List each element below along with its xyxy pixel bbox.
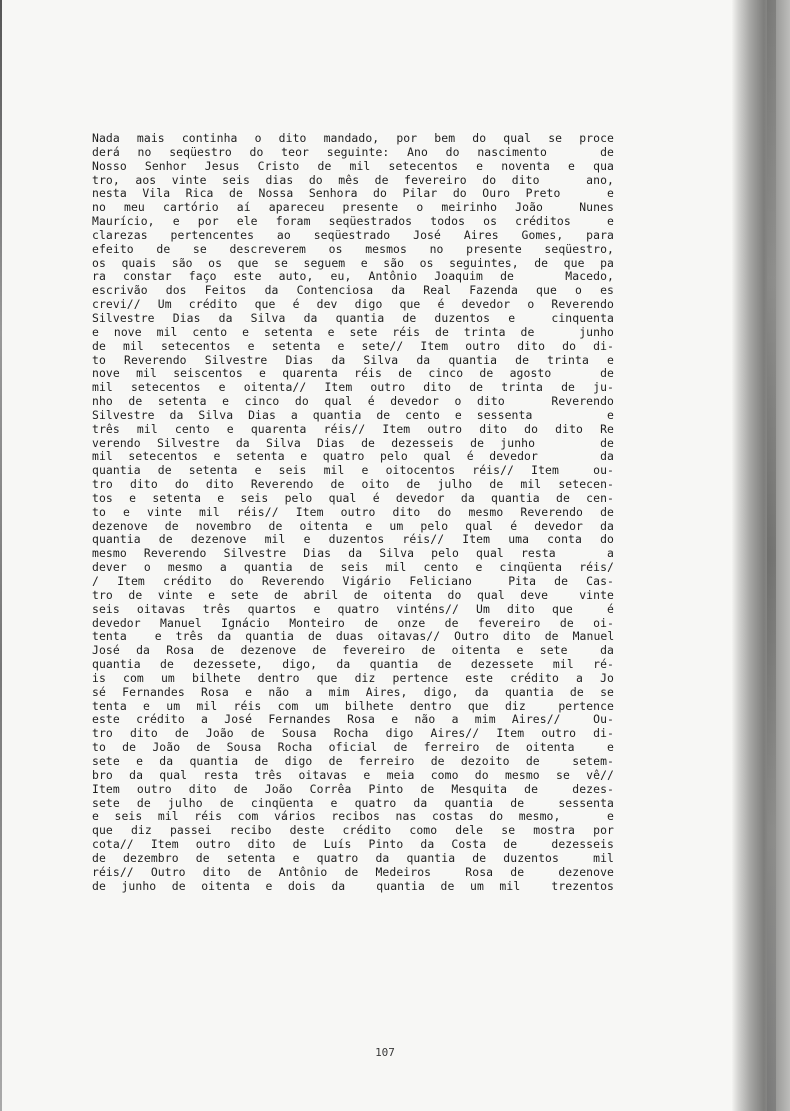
text-line: mil setecentos e setenta e quatro pelo qual é devedor da: [92, 450, 614, 464]
text-line: e seis mil réis com vários recibos nas costas do mesmo, e: [92, 810, 614, 824]
text-line: derá no seqüestro do teor seguinte: Ano do nascimento de: [92, 145, 614, 159]
text-line: quantia de setenta e seis mil e oitocentos réis// Item ou-: [92, 464, 614, 478]
text-line: tro de vinte e sete de abril de oitenta do qual deve vinte: [92, 588, 614, 602]
text-line: três mil cento e quarenta réis// Item outro dito do dito Re: [92, 422, 614, 436]
text-line: cota// Item outro dito de Luís Pinto da Costa de dezesseis: [92, 838, 614, 852]
text-line: seis oitavas três quartos e quatro vinténs// Um dito que é: [92, 602, 614, 616]
text-line: is com um bilhete dentro que diz pertence este crédito a Jo: [92, 671, 614, 685]
text-line: devedor Manuel Ignácio Monteiro de onze de fevereiro de oi-: [92, 616, 614, 630]
text-line: Maurício, e por ele foram seqüestrados todos os créditos e: [92, 215, 614, 229]
text-line: este crédito a José Fernandes Rosa e não a mim Aires// Ou-: [92, 713, 614, 727]
text-line: nove mil seiscentos e quarenta réis de cinco de agosto de: [92, 367, 614, 381]
text-line: mesmo Reverendo Silvestre Dias da Silva pelo qual resta a: [92, 547, 614, 561]
text-line: Item outro dito de João Corrêa Pinto de Mesquita de dezes-: [92, 782, 614, 796]
text-line: tro dito de João de Sousa Rocha digo Aires// Item outro di-: [92, 727, 614, 741]
text-line: crevi// Um crédito que é dev digo que é devedor o Reverendo: [92, 298, 614, 312]
page-number: 107: [375, 1046, 395, 1059]
text-line: tro dito do dito Reverendo de oito de julho de mil setecen-: [92, 478, 614, 492]
text-line: Nada mais continha o dito mandado, por bem do qual se proce: [92, 132, 614, 145]
text-line: to e vinte mil réis// Item outro dito do mesmo Reverendo de: [92, 505, 614, 519]
text-line: dezenove de novembro de oitenta e um pelo qual é devedor da: [92, 519, 614, 533]
text-line: quantia de dezessete, digo, da quantia de dezessete mil ré-: [92, 658, 614, 672]
text-line: / Item crédito do Reverendo Vigário Feliciano Pita de Cas-: [92, 575, 614, 588]
text-line: de dezembro de setenta e quatro da quantia de duzentos mil: [92, 851, 614, 865]
text-line: clarezas pertencentes ao seqüestrado José Aires Gomes, para: [92, 228, 614, 242]
text-line: tro, aos vinte seis dias do mês de fevereiro do dito ano,: [92, 173, 614, 187]
text-line: to Reverendo Silvestre Dias da Silva da quantia de trinta e: [92, 353, 614, 367]
text-line: escrivão dos Feitos da Contenciosa da Real Fazenda que o es: [92, 284, 614, 298]
text-line: tenta e três da quantia de duas oitavas// Outro dito de Manuel: [92, 630, 614, 644]
text-line: sete e da quantia de digo de ferreiro de dezoito de setem-: [92, 754, 614, 768]
text-line: dever o mesmo a quantia de seis mil cento e cinqüenta réis/: [92, 561, 614, 575]
page-left-edge: [0, 0, 2, 1111]
text-line: os quais são os que se seguem e são os seguintes, de que pa: [92, 256, 614, 270]
text-line: nho de setenta e cinco do qual é devedor o dito Reverendo: [92, 395, 614, 409]
text-line: réis// Outro dito de Antônio de Medeiros Rosa de dezenove: [92, 865, 614, 879]
text-line: to de João de Sousa Rocha oficial de ferreiro de oitenta e: [92, 741, 614, 755]
text-line: sé Fernandes Rosa e não a mim Aires, digo, da quantia de se: [92, 685, 614, 699]
text-line: e nove mil cento e setenta e sete réis de trinta de junho: [92, 325, 614, 339]
text-line: verendo Silvestre da Silva Dias de dezesseis de junho de: [92, 436, 614, 450]
text-line: ra constar faço este auto, eu, Antônio Joaquim de Macedo,: [92, 270, 614, 284]
text-line: Silvestre da Silva Dias a quantia de cento e sessenta e: [92, 408, 614, 422]
text-line: José da Rosa de dezenove de fevereiro de oitenta e sete da: [92, 644, 614, 658]
text-line: Silvestre Dias da Silva da quantia de duzentos e cinquenta: [92, 311, 614, 325]
text-line: de junho de oitenta e dois da quantia de um mil trezentos: [92, 879, 614, 893]
text-line: tos e setenta e seis pelo qual é devedor da quantia de cen-: [92, 491, 614, 505]
text-line: Nosso Senhor Jesus Cristo de mil setecentos e noventa e qua: [92, 159, 614, 173]
text-line: quantia de dezenove mil e duzentos réis// Item uma conta do: [92, 533, 614, 547]
text-line: no meu cartório aí apareceu presente o meirinho João Nunes: [92, 201, 614, 215]
text-line: nesta Vila Rica de Nossa Senhora do Pilar do Ouro Preto e: [92, 187, 614, 201]
text-line: efeito de se descreverem os mesmos no presente seqüestro,: [92, 242, 614, 256]
text-line: tenta e um mil réis com um bilhete dentro que diz pertence: [92, 699, 614, 713]
binding-shadow-streak: [767, 0, 776, 1111]
book-binding-edge: [732, 0, 790, 1111]
text-line: mil setecentos e oitenta// Item outro dito de trinta de ju-: [92, 381, 614, 395]
text-line: sete de julho de cinqüenta e quatro da quantia de sessenta: [92, 796, 614, 810]
text-line: de mil setecentos e setenta e sete// Item outro dito do di-: [92, 339, 614, 353]
text-line: que diz passei recibo deste crédito como dele se mostra por: [92, 824, 614, 838]
text-line: bro da qual resta três oitavas e meia como do mesmo se vê//: [92, 768, 614, 782]
body-text: [92, 132, 614, 893]
